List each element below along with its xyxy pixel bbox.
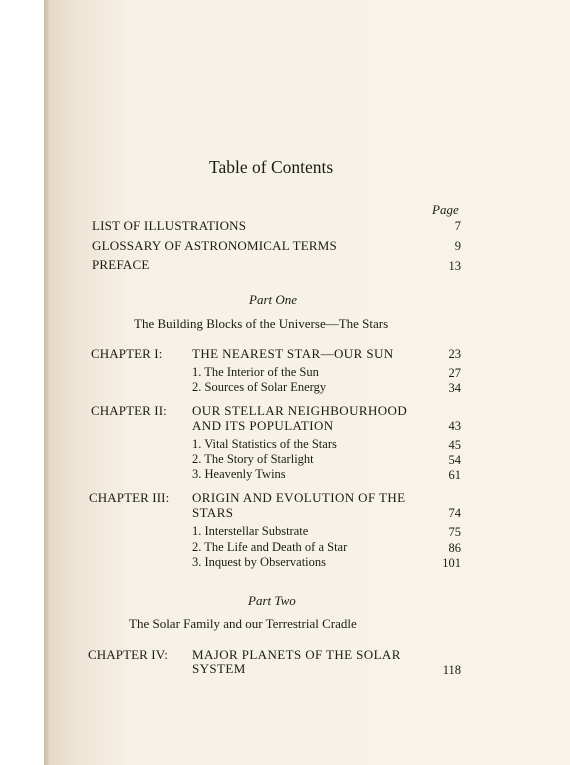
section-page: 54 <box>448 453 461 467</box>
page-title: Table of Contents <box>209 157 334 177</box>
chapter-title: STARS <box>192 505 234 520</box>
section-title: 3. Heavenly Twins <box>192 467 286 481</box>
chapter-label: CHAPTER II: <box>91 403 167 418</box>
front-matter-page: 9 <box>454 239 461 253</box>
part-label: Part One <box>249 292 298 307</box>
section-title: 2. The Life and Death of a Star <box>192 540 348 554</box>
section-title: 1. The Interior of the Sun <box>192 365 319 379</box>
chapter-page: 74 <box>448 506 461 520</box>
section-page: 75 <box>448 525 461 539</box>
section-title: 1. Interstellar Substrate <box>192 524 309 538</box>
section-title: 2. The Story of Starlight <box>192 452 314 466</box>
page-column-header: Page <box>432 202 459 217</box>
chapter-label: CHAPTER III: <box>89 490 170 505</box>
section-page: 61 <box>448 468 461 482</box>
chapter-label: CHAPTER IV: <box>88 647 168 662</box>
chapter-page: 23 <box>448 347 461 361</box>
section-title: 1. Vital Statistics of the Stars <box>192 437 337 451</box>
front-matter-title: GLOSSARY OF ASTRONOMICAL TERMS <box>92 238 337 253</box>
part-label: Part Two <box>248 593 296 608</box>
chapter-title: ORIGIN AND EVOLUTION OF THE <box>192 490 406 505</box>
section-page: 45 <box>448 438 461 452</box>
chapter-title: SYSTEM <box>192 661 246 676</box>
section-page: 101 <box>442 556 461 570</box>
part-title: The Solar Family and our Terrestrial Cradle <box>129 616 357 631</box>
chapter-label: CHAPTER I: <box>91 346 163 361</box>
front-matter-title: LIST OF ILLUSTRATIONS <box>92 218 247 233</box>
section-title: 3. Inquest by Observations <box>192 555 327 569</box>
front-matter-title: PREFACE <box>92 257 150 272</box>
chapter-title: OUR STELLAR NEIGHBOURHOOD <box>192 403 408 418</box>
front-matter-page: 13 <box>448 259 461 273</box>
chapter-title: MAJOR PLANETS OF THE SOLAR <box>192 647 401 662</box>
section-page: 34 <box>448 381 461 395</box>
page-gutter-shadow <box>44 0 50 765</box>
front-matter-page: 7 <box>454 219 461 233</box>
section-page: 86 <box>448 541 461 555</box>
chapter-title: THE NEAREST STAR—OUR SUN <box>192 346 394 361</box>
chapter-page: 118 <box>442 663 461 677</box>
chapter-page: 43 <box>448 419 461 433</box>
part-title: The Building Blocks of the Universe—The Stars <box>134 316 389 331</box>
section-page: 27 <box>448 366 461 380</box>
section-title: 2. Sources of Solar Energy <box>192 380 327 394</box>
chapter-title: AND ITS POPULATION <box>192 418 334 433</box>
